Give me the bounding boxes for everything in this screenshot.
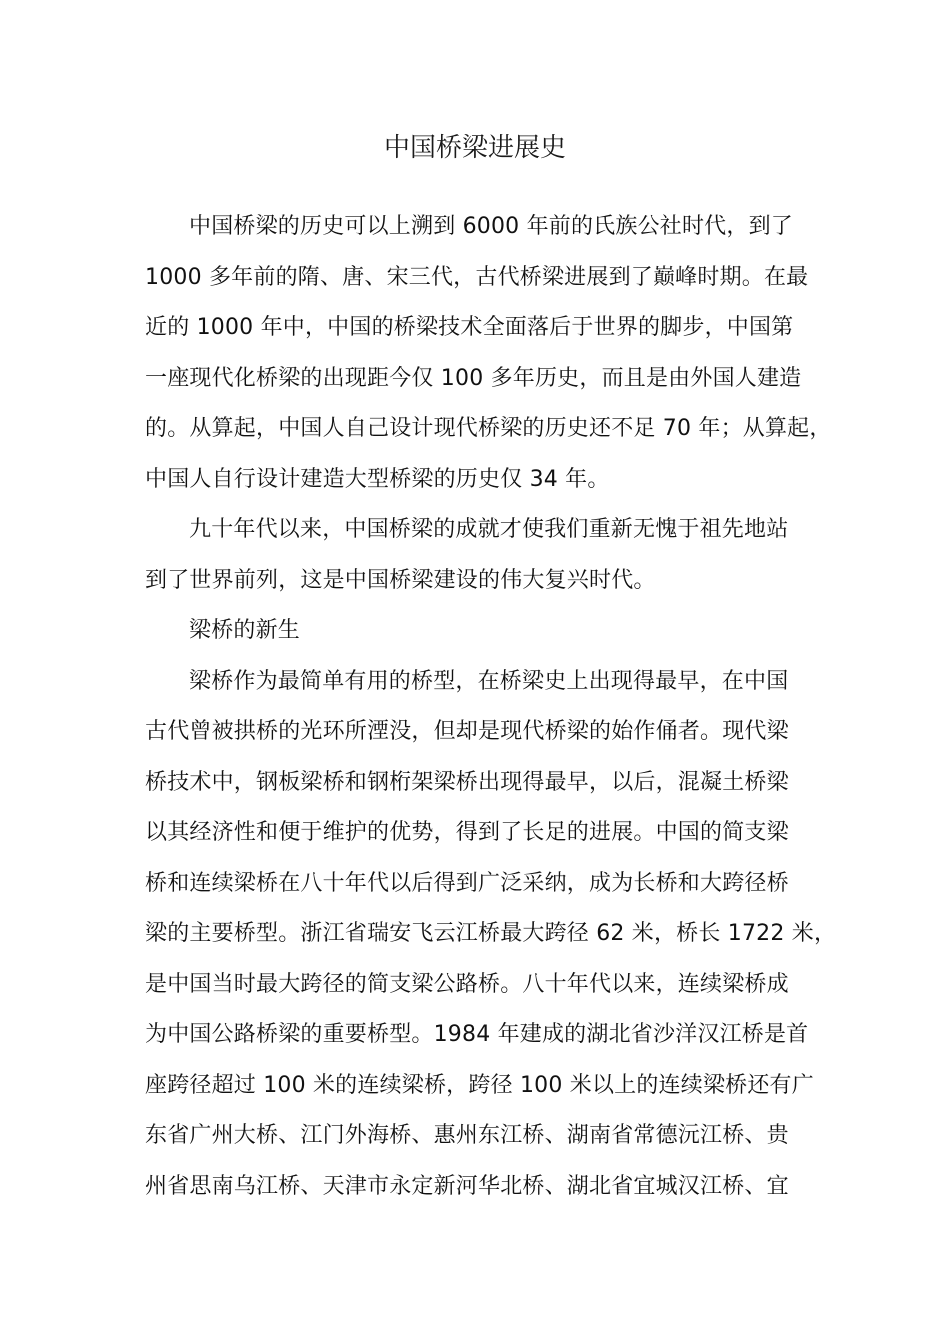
text-line: 近的 1000 年中，中国的桥梁技术全面落后于世界的脚步，中国第 [145, 315, 794, 340]
text-line: 古代曾被拱桥的光环所湮没，但却是现代桥梁的始作俑者。现代梁 [145, 719, 789, 744]
text-line: 桥技术中，钢板梁桥和钢桁架梁桥出现得最早，以后，混凝土桥梁 [145, 769, 789, 795]
text-line: 的。从算起，中国人自己设计现代桥梁的历史还不足 70 年；从算起， [145, 416, 832, 441]
text-line: 州省思南乌江桥、天津市永定新河华北桥、湖北省宜城汉江桥、宜 [145, 1173, 789, 1199]
text-line: 是中国当时最大跨径的简支梁公路桥。八十年代以来，连续梁桥成 [145, 971, 789, 997]
document-body [145, 202, 837, 1212]
text-line: 梁桥作为最简单有用的桥型，在桥梁史上出现得最早，在中国 [189, 668, 789, 694]
text-line: 桥和连续梁桥在八十年代以后得到广泛采纳，成为长桥和大跨径桥 [145, 870, 789, 896]
text-line: 中国桥梁的历史可以上溯到 6000 年前的氏族公社时代，到了 [189, 214, 793, 239]
text-line: 1000 多年前的隋、唐、宋三代，古代桥梁进展到了巅峰时期。在最 [145, 264, 809, 290]
text-line: 一座现代化桥梁的出现距今仅 100 多年历史，而且是由外国人建造 [145, 365, 802, 391]
text-line: 座跨径超过 100 米的连续梁桥，跨径 100 米以上的连续梁桥还有广 [145, 1072, 814, 1098]
text-line: 到了世界前列，这是中国桥梁建设的伟大复兴时代。 [145, 567, 656, 593]
section-heading: 梁桥的新生 [189, 618, 301, 643]
text-line: 为中国公路桥梁的重要桥型。1984 年建成的湖北省沙洋汉江桥是首 [145, 1022, 809, 1047]
text-line: 东省广州大桥、江门外海桥、惠州东江桥、湖南省常德沅江桥、贵 [145, 1123, 789, 1148]
text-line: 以其经济性和便于维护的优势，得到了长足的进展。中国的简支梁 [145, 820, 789, 845]
text-line: 梁的主要桥型。浙江省瑞安飞云江桥最大跨径 62 米，桥长 1722 米， [145, 921, 837, 946]
page-title: 中国桥梁进展史 [383, 133, 566, 163]
text-line: 九十年代以来，中国桥梁的成就才使我们重新无愧于祖先地站 [189, 517, 789, 542]
text-line: 中国人自行设计建造大型桥梁的历史仅 34 年。 [145, 466, 610, 492]
